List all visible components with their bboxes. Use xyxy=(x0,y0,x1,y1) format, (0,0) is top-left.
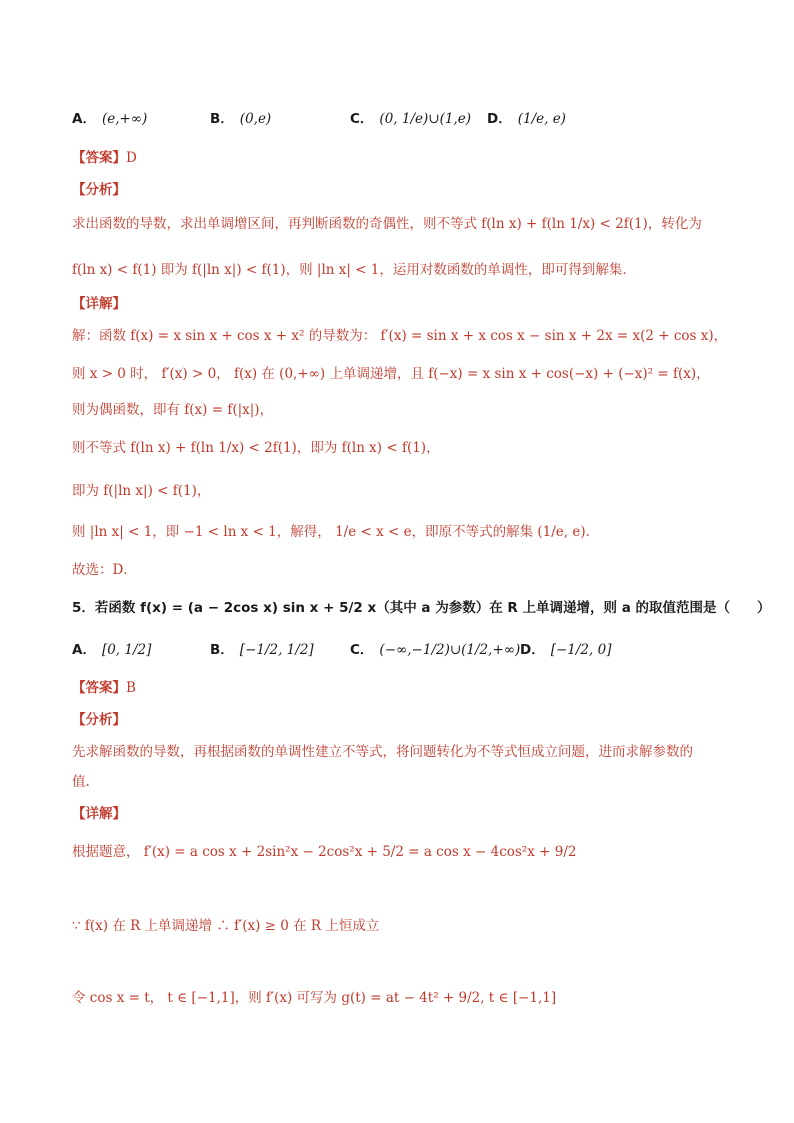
q4-analysis-line-1: 求出函数的导数，求出单调增区间，再判断函数的奇偶性，则不等式 f(ln x) + f(ln 1/x) < 2f(1)，转化为 xyxy=(72,216,702,232)
option-text: [0, 1/2] xyxy=(101,642,152,658)
q4-choice-line: 故选：D． xyxy=(72,562,137,578)
q4-detail-line-5: 即为 f(|ln x|) < f(1)， xyxy=(72,483,211,499)
answer-value: B xyxy=(126,680,136,696)
q4-option-a xyxy=(72,107,147,127)
q5-detail-tag xyxy=(72,802,126,822)
q4-detail-line-3: 则为偶函数，即有 f(x) = f(|x|)， xyxy=(72,402,274,418)
q4-option-d xyxy=(487,107,566,127)
q5-analysis-tag xyxy=(72,708,126,728)
q4-analysis-tag xyxy=(72,178,126,198)
q5-option-d xyxy=(520,638,611,658)
q5-option-c xyxy=(350,638,520,658)
detail-tag: 【详解】 xyxy=(72,296,126,312)
analysis-tag: 【分析】 xyxy=(72,712,126,728)
q5-detail-line-1: 根据题意， f′(x) = a cos x + 2sin²x − 2cos²x + 5/2 = a cos x − 4cos²x + 9/2 xyxy=(72,844,577,860)
analysis-tag: 【分析】 xyxy=(72,182,126,198)
option-letter: C． xyxy=(350,111,374,127)
option-letter: A． xyxy=(72,111,96,127)
q4-answer xyxy=(72,146,137,166)
option-letter: B． xyxy=(210,642,234,658)
q5-title: 5．若函数 f(x) = (a − 2cos x) sin x + 5/2 x（其中 a 为参数）在 R 上单调递增，则 a 的取值范围是（ ） xyxy=(72,600,771,616)
option-text: (0,e) xyxy=(239,111,272,127)
q5-option-b xyxy=(210,638,314,658)
answer-tag: 【答案】 xyxy=(72,680,126,696)
option-letter: A． xyxy=(72,642,96,658)
q4-analysis-line-2: f(ln x) < f(1) 即为 f(|ln x|) < f(1)，则 |ln x| < 1，运用对数函数的单调性，即可得到解集． xyxy=(72,262,636,278)
q4-option-b xyxy=(210,107,271,127)
option-text: (0, 1/e)∪(1,e) xyxy=(379,111,471,127)
option-letter: B． xyxy=(210,111,234,127)
q5-analysis-line-2: 值. xyxy=(72,774,90,790)
q5-answer xyxy=(72,676,136,696)
option-letter: C． xyxy=(350,642,374,658)
answer-tag: 【答案】 xyxy=(72,150,126,166)
answer-value: D xyxy=(126,150,137,166)
q4-detail-line-2: 则 x > 0 时， f′(x) > 0， f(x) 在 (0,+∞) 上单调递增，且 f(−x) = x sin x + cos(−x) + (−x)² = f(x)， xyxy=(72,366,710,382)
q4-detail-line-1: 解：函数 f(x) = x sin x + cos x + x² 的导数为： f′(x) = sin x + x cos x − sin x + 2x = x(2 + cos x)， xyxy=(72,328,728,344)
detail-tag: 【详解】 xyxy=(72,806,126,822)
q5-analysis-line-1: 先求解函数的导数，再根据函数的单调性建立不等式，将问题转化为不等式恒成立问题，进而求解参数的 xyxy=(72,744,693,760)
q5-option-a xyxy=(72,638,151,658)
option-letter: D． xyxy=(520,642,545,658)
q4-detail-line-6: 则 |ln x| < 1，即 −1 < ln x < 1，解得， 1/e < x < e，即原不等式的解集 (1/e, e)． xyxy=(72,524,600,540)
option-text: [−1/2, 0] xyxy=(550,642,612,658)
q4-detail-line-4: 则不等式 f(ln x) + f(ln 1/x) < 2f(1)，即为 f(ln x) < f(1)， xyxy=(72,440,440,456)
option-text: (e,+∞) xyxy=(101,111,148,127)
q4-detail-tag xyxy=(72,292,126,312)
option-letter: D． xyxy=(487,111,512,127)
option-text: (1/e, e) xyxy=(517,111,566,127)
q5-detail-line-3: 令 cos x = t， t ∈ [−1,1]，则 f′(x) 可写为 g(t) = at − 4t² + 9/2, t ∈ [−1,1] xyxy=(72,990,557,1006)
option-text: [−1/2, 1/2] xyxy=(239,642,314,658)
q4-option-c xyxy=(350,107,471,127)
q5-detail-line-2: ∵ f(x) 在 R 上单调递增 ∴ f′(x) ≥ 0 在 R 上恒成立 xyxy=(72,918,380,934)
option-text: (−∞,−1/2)∪(1/2,+∞) xyxy=(379,642,521,658)
